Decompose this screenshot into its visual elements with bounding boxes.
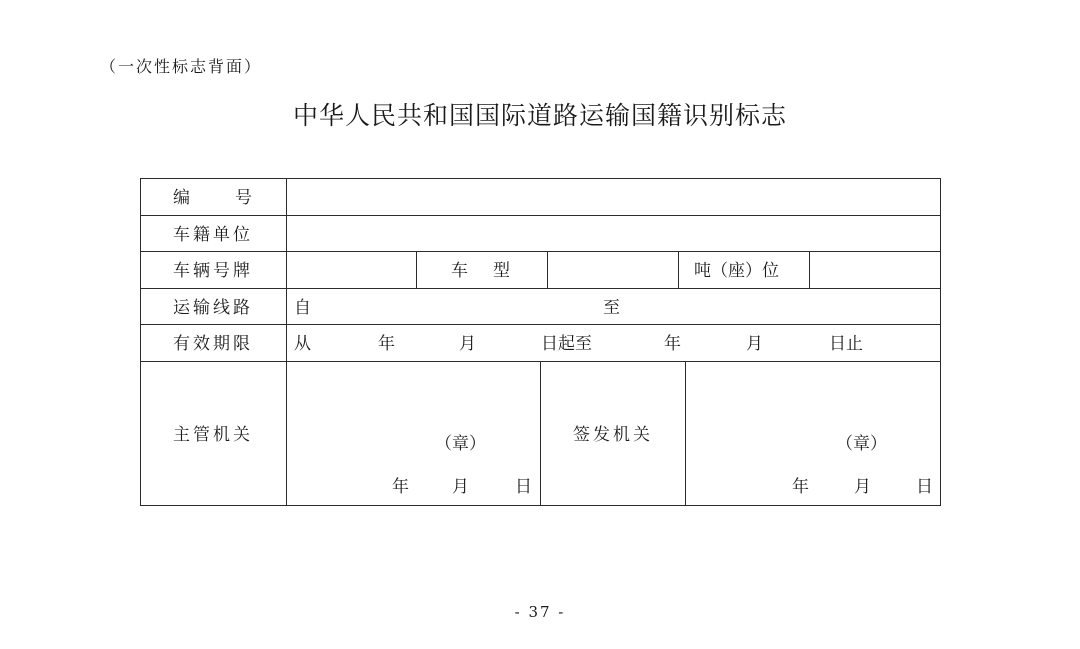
issuer-year: 年 (792, 477, 809, 497)
cell-divider (685, 361, 686, 505)
validity-day-start: 日起至 (541, 334, 592, 354)
page-subtitle: （一次性标志背面） (100, 57, 263, 76)
tonnage-label: 吨（座）位 (694, 261, 779, 281)
authority-year: 年 (392, 477, 409, 497)
validity-year-start: 年 (378, 334, 395, 354)
registry-label: 车籍单位 (173, 225, 253, 245)
validity-from: 从 (294, 334, 311, 354)
number-label-right: 号 (235, 188, 252, 208)
validity-month-end: 月 (746, 334, 763, 354)
route-to: 至 (603, 298, 620, 318)
route-from: 自 (294, 298, 311, 318)
route-label: 运输线路 (173, 298, 253, 318)
validity-month-start: 月 (459, 334, 476, 354)
authority-seal: （章） (435, 434, 486, 454)
authority-day: 日 (515, 477, 532, 497)
cell-divider (416, 251, 417, 288)
row-divider (141, 215, 940, 216)
validity-year-end: 年 (664, 334, 681, 354)
authority-label: 主管机关 (173, 425, 253, 445)
row-divider (141, 324, 940, 325)
page-title: 中华人民共和国国际道路运输国籍识别标志 (292, 101, 787, 130)
identification-form (140, 178, 941, 506)
issuer-month: 月 (854, 477, 871, 497)
number-label-left: 编 (173, 188, 190, 208)
validity-label: 有效期限 (173, 334, 253, 354)
row-divider (141, 288, 940, 289)
issuer-label: 签发机关 (573, 425, 653, 445)
model-label-right: 型 (493, 261, 510, 281)
validity-day-end: 日止 (829, 334, 863, 354)
label-column-divider (286, 179, 287, 505)
issuer-seal: （章） (836, 434, 887, 454)
authority-month: 月 (452, 477, 469, 497)
cell-divider (678, 251, 679, 288)
plate-label: 车辆号牌 (173, 261, 253, 281)
row-divider (141, 251, 940, 252)
page-number: - 37 - (514, 603, 566, 621)
cell-divider (547, 251, 548, 288)
issuer-day: 日 (916, 477, 933, 497)
cell-divider (809, 251, 810, 288)
cell-divider (540, 361, 541, 505)
model-label-left: 车 (451, 261, 468, 281)
